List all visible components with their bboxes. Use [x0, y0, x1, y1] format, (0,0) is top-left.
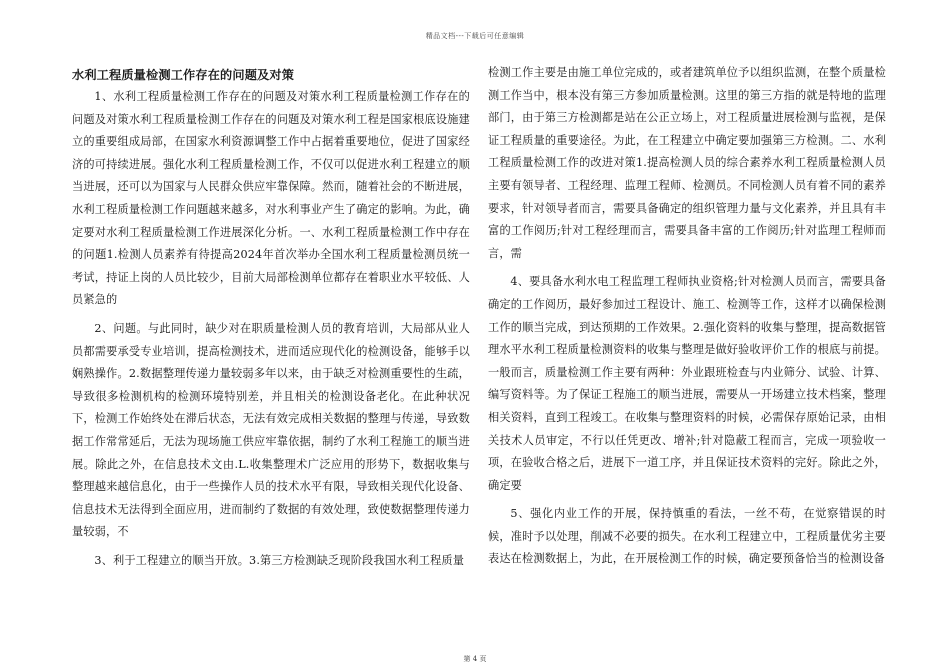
paragraph-3: 3、利于工程建立的顺当开放。3.第三方检测缺乏现阶段我国水利工程质量	[94, 553, 465, 567]
paragraph-2: 2、问题。与此同时，缺少对在职质量检测人员的教育培训，大局部从业人员都需要承受专业培训，提高检测技术，进而适应现代化的检测设备，能够手以娴熟操作。2.数据整理传递力量较弱多年以来，由于缺乏对检测重要性的生疏，导致很多检测机构的检测环境特别差，并且相关的检测设备老化。在此种状况下，检测工作始终处在滞后状态，无法有效完成相关数据的整理与传递，导致数据工作常常延后，无法为现场施工供应牢靠依据，制约了水利工程施工的顺当进展。除此之外，在信息技术文由.L.收集整理术广泛应用的形势下，数据收集与整理越来越信息化，由于一些操作人员的技术水平有限，导致相关现代化设备、信息技术无法得到全面应用，进而制约了数据的有效处理，致使数据整理传递力量较弱，不	[72, 321, 470, 539]
paragraph-4: 4、要具备水利水电工程监理工程师执业资格;针对检测人员而言，需要具备确定的工作阅历，最好参加过工程设计、施工、检测等工作，这样才以确保检测工作的顺当完成，到达预期的工作效果。2.强化资料的收集与整理，提高数据管理水平水利工程质量检测资料的收集与整理是做好验收评价工作的根底与前提。一般而言，质量检测工作主要有两种：外业跟班检查与内业筛分、试验、计算、编写资料等。为了保证工程施工的顺当进展，需要从一开场建立技术档案，整理相关资料，直到工程竣工。在收集与整理资料的时候，必需保存原始记录，由相关技术人员审定，不行以任凭更改、增补;针对隐蔽工程而言，完成一项验收一项，在验收合格之后，进展下一道工序，并且保证技术资料的完好。除此之外，确定要	[488, 275, 886, 492]
paragraph-3-continued: 检测工作主要是由施工单位完成的，或者建筑单位予以组织监测，在整个质量检测工作当中，根本没有第三方参加质量检测。这里的第三方指的就是特地的监理部门，由于第三方检测都是站在公正立场上，对工程质量进展检测与监视，是保证工程质量的重要途径。为此，在工程建立中确定要加强第三方检测。二、水利工程质量检测工作的改进对策1.提高检测人员的综合素养水利工程质量检测人员主要有领导者、工程经理、监理工程师、检测员。不同检测人员有着不同的素养要求，针对领导者而言，需要具备确定的组织管理力量与文化素养，并且具有丰富的工作阅历;针对工程经理而言，需要具备丰富的工作阅历;针对监理工程师而言，需	[488, 66, 886, 260]
right-column	[488, 62, 886, 577]
page-header: 精品文档---下载后可任意编辑	[425, 32, 525, 40]
document-title: 水利工程质量检测工作存在的问题及对策	[72, 68, 295, 82]
paragraph-1: 1、水利工程质量检测工作存在的问题及对策水利工程质量检测工作存在的问题及对策水利工程质量检测工作存在的问题及对策水利工程是国家根底设施建立的重要组成局部，在国家水利资源调整工作中占据着重要地位，促进了国家经济的可持续进展。强化水利工程质量检测工作，不仅可以促进水利工程建立的顺当进展，还可以为国家与人民群众供应牢靠保障。然而，随着社会的不断进展，水利工程质量检测工作问题越来越多，对水利事业产生了确定的影响。为此，确定要对水利工程质量检测工作进展深化分析。一、水利工程质量检测工作中存在的问题1.检测人员素养有待提高2024年首次举办全国水利工程质量检测员统一考试，持证上岗的人员比较少，目前大局部检测单位都存在着职业水平较低、人员紧急的	[72, 90, 470, 307]
left-column	[72, 62, 470, 578]
page-number: 第 4 页	[463, 655, 487, 663]
paragraph-5: 5、强化内业工作的开展，保持慎重的看法，一丝不苟，在觉察错误的时候，准时予以处理，削减不必要的损失。在水利工程建立中，工程质量优劣主要表达在检测数据上，为此，在开展检测工作的时候，确定要预备恰当的检测设备	[488, 507, 886, 566]
